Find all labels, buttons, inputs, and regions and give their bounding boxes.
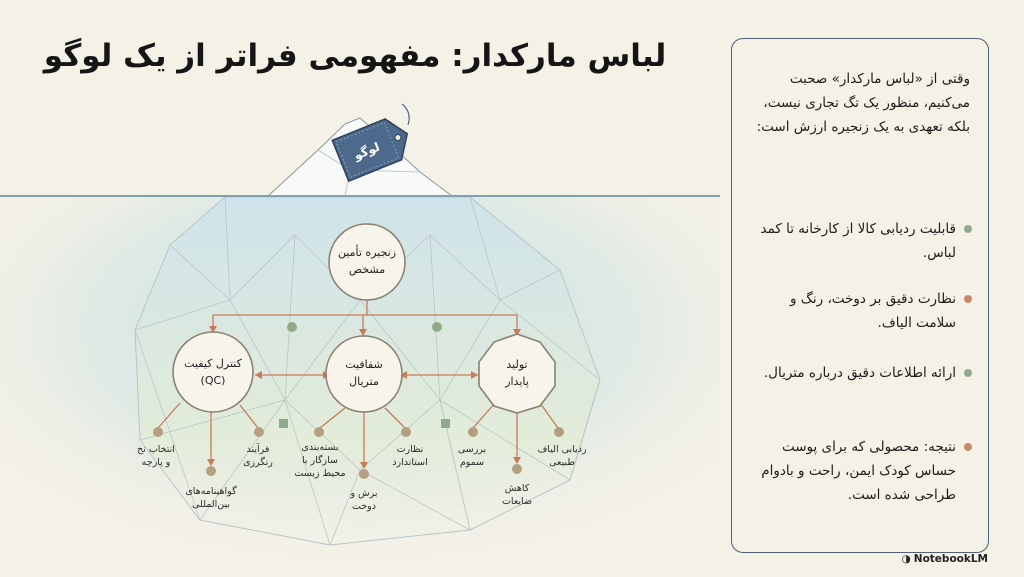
page-title: لباس مارکدار: مفهومی فراتر از یک لوگو <box>43 38 667 74</box>
pillar-transparency-node <box>326 336 402 412</box>
notebooklm-brand <box>902 553 988 565</box>
svg-text:بررسی: بررسی <box>457 444 487 455</box>
pillar-sustainable-label-line2: پایدار <box>505 375 529 388</box>
svg-text:و پارچه: و پارچه <box>141 457 171 468</box>
svg-text:محیط زیست: محیط زیست <box>294 468 346 479</box>
connector-dot <box>432 322 442 332</box>
pillar-transparency-label-line1: شفافیت <box>345 358 383 371</box>
panel-bullet-monitoring <box>748 287 970 335</box>
svg-text:ضایعات: ضایعات <box>501 496 533 507</box>
svg-text:دوخت: دوخت <box>351 501 377 512</box>
panel-bullet-traceability <box>748 217 970 265</box>
pillar-qc-label-line1: کنترل کیفیت <box>184 357 242 370</box>
svg-text:سموم: سموم <box>459 457 485 468</box>
notebooklm-logo-icon: ◑ <box>901 553 911 565</box>
connector-dot <box>287 322 297 332</box>
svg-text:استاندارد: استاندارد <box>392 457 428 468</box>
bullet-dot <box>964 443 972 451</box>
bullet-dot <box>964 295 972 303</box>
bullet-dot <box>964 225 972 233</box>
bullet-dot <box>964 369 972 377</box>
bullet-text: قابلیت ردیابی کالا از کارخانه تا کمد لباس. <box>760 221 956 261</box>
svg-text:گواهینامه‌های: گواهینامه‌های <box>185 486 237 497</box>
svg-text:کاهش: کاهش <box>504 483 530 494</box>
svg-text:طبیعی: طبیعی <box>549 457 575 468</box>
brand-label: NotebookLM <box>913 553 988 565</box>
svg-text:بسته‌بندی: بسته‌بندی <box>301 442 339 453</box>
pillar-qc-label-line2: (QC) <box>200 374 226 387</box>
svg-text:رنگرزی: رنگرزی <box>243 457 273 468</box>
root-node <box>329 224 405 300</box>
pillar-qc-node <box>173 332 253 412</box>
connector-square <box>279 419 288 428</box>
bullet-text: ارائه اطلاعات دقیق درباره متریال. <box>763 365 956 381</box>
tag-string <box>402 104 409 125</box>
pillar-transparency-label-line2: متریال <box>349 375 379 388</box>
bullet-text: نتیجه: محصولی که برای پوست حساس کودک ایمن، راحت و بادوام طراحی شده است. <box>761 439 956 503</box>
bullet-text: نظارت دقیق بر دوخت، رنگ و سلامت الیاف. <box>789 291 956 331</box>
pillar-sustainable-label-line1: تولید <box>506 358 528 371</box>
svg-text:ردیابی الیاف: ردیابی الیاف <box>537 444 587 455</box>
info-panel <box>731 38 989 553</box>
pillar-sustainable-node <box>479 334 555 413</box>
root-node-label-line1: زنجیره تأمین مشخص <box>337 246 397 276</box>
connector-square <box>441 419 450 428</box>
logo-tag-label: لوگو <box>351 139 382 163</box>
svg-text:بین‌المللی: بین‌المللی <box>192 499 230 510</box>
svg-text:انتخاب نخ: انتخاب نخ <box>137 444 175 455</box>
svg-text:برش و: برش و <box>350 488 378 499</box>
panel-bullet-result <box>748 435 970 507</box>
svg-text:فرآیند: فرآیند <box>246 444 270 455</box>
panel-intro-text: وقتی از «لباس مارکدار» صحبت می‌کنیم، منظور یک تگ تجاری نیست، بلکه تعهدی به یک زنجیره ارزش است: <box>756 71 970 135</box>
svg-text:نظارت: نظارت <box>396 444 424 455</box>
panel-bullet-material-info <box>748 361 970 385</box>
svg-text:سازگار با: سازگار با <box>301 455 339 466</box>
